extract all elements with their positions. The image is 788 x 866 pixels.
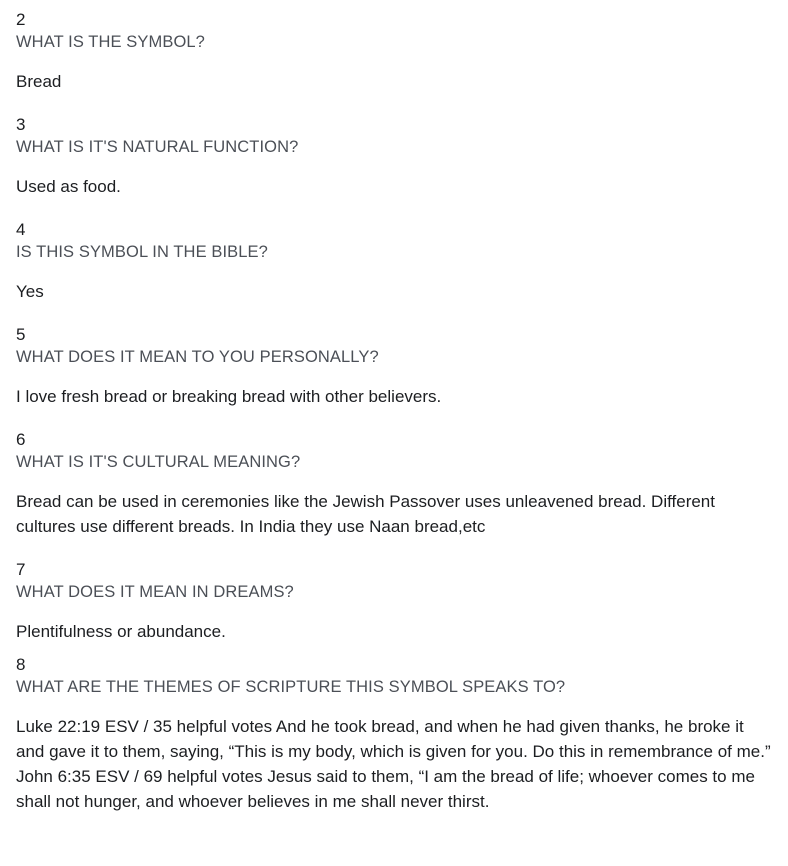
question-text: WHAT IS IT'S CULTURAL MEANING?	[16, 453, 301, 471]
question-number: 4	[16, 220, 26, 239]
question-item-5	[16, 324, 772, 409]
question-item-3	[16, 114, 772, 199]
question-text: WHAT ARE THE THEMES OF SCRIPTURE THIS SYMBOL SPEAKS TO?	[16, 678, 566, 696]
answer-text: Yes	[16, 282, 44, 301]
answer-text: Plentifulness or abundance.	[16, 622, 226, 641]
question-item-4	[16, 219, 772, 304]
answer-text: I love fresh bread or breaking bread with other believers.	[16, 387, 442, 406]
question-text: WHAT DOES IT MEAN TO YOU PERSONALLY?	[16, 348, 379, 366]
question-item-2	[16, 9, 772, 94]
question-number: 3	[16, 115, 26, 134]
question-number: 8	[16, 655, 26, 674]
question-item-7	[16, 559, 772, 644]
question-text: WHAT DOES IT MEAN IN DREAMS?	[16, 583, 294, 601]
question-text: WHAT IS THE SYMBOL?	[16, 33, 205, 51]
question-number: 2	[16, 10, 26, 29]
question-number: 6	[16, 430, 26, 449]
answer-text: Bread	[16, 72, 62, 91]
question-text: WHAT IS IT'S NATURAL FUNCTION?	[16, 138, 299, 156]
question-item-6	[16, 429, 772, 539]
question-number: 7	[16, 560, 26, 579]
question-number: 5	[16, 325, 26, 344]
answer-text: Luke 22:19 ESV / 35 helpful votes And he took bread, and when he had given thanks, he broke it and gave it to them, saying, “This is my body, which is given for you. Do this in remembrance of me.” John 6:35 ESV / 69 helpful votes Jesus said to them, “I am the bread of life; whoever comes to me shall not hunger, and whoever believes in me shall never thirst.	[16, 717, 771, 811]
question-item-8	[16, 654, 772, 814]
answer-text: Bread can be used in ceremonies like the Jewish Passover uses unleavened bread. Different cultures use different breads. In India they use Naan bread,etc	[16, 492, 715, 536]
question-text: IS THIS SYMBOL IN THE BIBLE?	[16, 243, 268, 261]
answer-text: Used as food.	[16, 177, 121, 196]
